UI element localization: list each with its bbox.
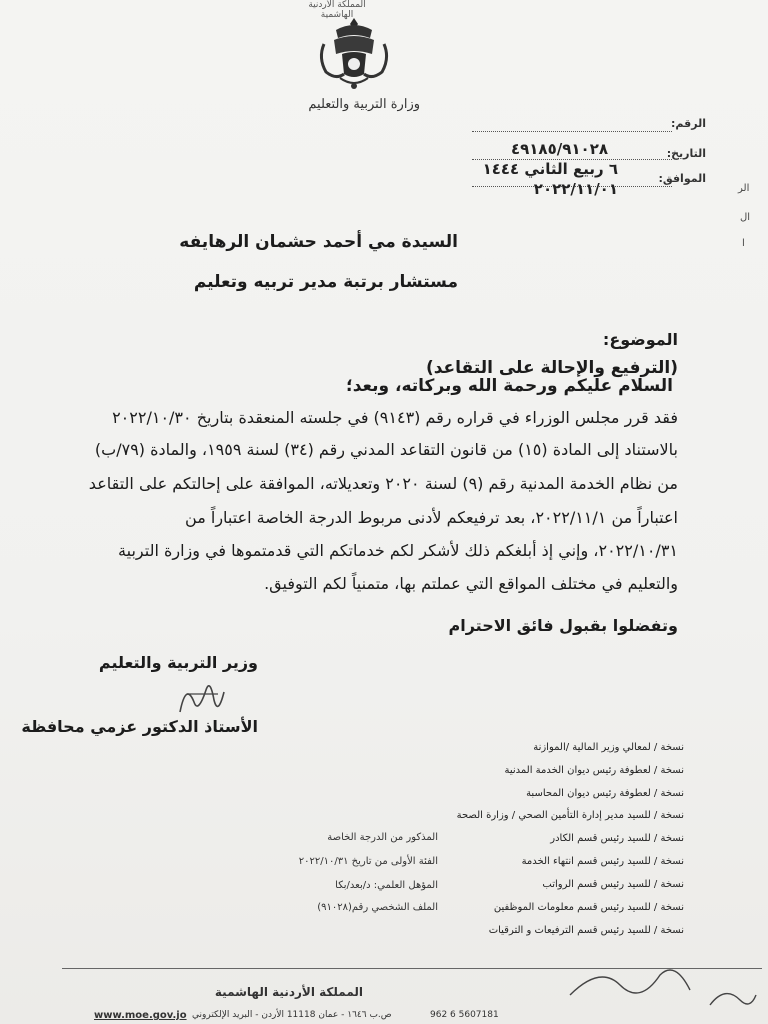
copy-line-1: نسخة / لمعالي وزير المالية /الموازنة — [533, 742, 684, 753]
number-label: الرقم: — [671, 117, 706, 130]
copy-line-7: نسخة / للسيد رئيس قسم الرواتب — [542, 879, 684, 890]
corresponding-date-label: الموافق: — [658, 172, 706, 185]
body-line-1: فقد قرر مجلس الوزراء في قراره رقم (٩١٤٣) في جلسته المنعقدة بتاريخ ٢٠٢٢/١٠/٣٠ — [112, 408, 678, 427]
date-value: ٦ ربيع الثاني ١٤٤٤ — [482, 160, 618, 178]
top-header-text: المملكة الأردنية الهاشمية — [308, 0, 366, 20]
coat-of-arms-emblem — [314, 14, 394, 92]
number-dotted-line — [472, 130, 672, 132]
side-mark-2: ال — [740, 212, 751, 223]
note-line-3: المؤهل العلمي: د/بعد/بكا — [335, 880, 438, 891]
body-line-5: ٢٠٢٢/١٠/٣١، وإني إذ أبلغكم ذلك لأشكر لكم خدماتكم التي قدمتموها في وزارة التربية — [118, 541, 678, 560]
subject-text: (الترفيع والإحالة على التقاعد) — [425, 358, 678, 378]
footer-address: ص.ب ١٦٤٦ - عمان 11118 الأردن - البريد الإلكتروني — [192, 1010, 392, 1020]
body-line-2: بالاستناد إلى المادة (١٥) من قانون التقاعد المدني رقم (٣٤) لسنة ١٩٥٩، والمادة (٧٩/ب) — [94, 440, 678, 459]
side-mark-1: الر — [738, 183, 750, 194]
handwritten-signature — [172, 672, 232, 722]
footer-country: المملكة الأردنية الهاشمية — [214, 985, 363, 999]
margin-handwriting — [560, 955, 760, 1015]
note-line-4: الملف الشخصي رقم(٩١٠٢٨) — [317, 902, 438, 913]
subject-label: الموضوع: — [602, 330, 678, 349]
date-label: التاريخ: — [666, 147, 706, 160]
number-value: ٤٩١٨٥/٩١٠٢٨ — [510, 140, 608, 158]
footer-phone: 962 6 5607181 — [430, 1010, 499, 1020]
closing-line: وتفضلوا بقبول فائق الاحترام — [448, 616, 678, 635]
signatory-title: وزير التربية والتعليم — [98, 653, 258, 672]
addressee-name: السيدة مي أحمد حشمان الرهايفه — [179, 232, 458, 252]
copy-line-6: نسخة / للسيد رئيس قسم انتهاء الخدمة — [521, 856, 684, 867]
side-mark-3: ا — [742, 238, 745, 249]
greeting: السلام عليكم ورحمة الله وبركاته، وبعد؛ — [345, 376, 673, 396]
note-line-2: الفئة الأولى من تاريخ ٢٠٢٢/١٠/٣١ — [298, 856, 438, 867]
ministry-name: وزارة التربية والتعليم — [308, 97, 420, 112]
copy-line-4: نسخة / للسيد مدير إدارة التأمين الصحي / وزارة الصحة — [456, 810, 684, 821]
body-line-4: اعتباراً من ٢٠٢٢/١١/١، بعد ترفيعكم لأدنى مربوط الدرجة الخاصة اعتباراً من — [185, 508, 678, 527]
copy-line-2: نسخة / لعطوفة رئيس ديوان الخدمة المدنية — [504, 765, 684, 776]
copy-line-5: نسخة / للسيد رئيس قسم الكادر — [550, 833, 684, 844]
body-line-3: من نظام الخدمة المدنية رقم (٩) لسنة ٢٠٢٠ وتعديلاته، الموافقة على إحالتكم على التقاعد — [88, 474, 678, 493]
signatory-name: الأستاذ الدكتور عزمي محافظة — [21, 717, 258, 736]
copy-line-8: نسخة / للسيد رئيس قسم معلومات الموظفين — [493, 902, 684, 913]
addressee-title: مستشار برتبة مدير تربيه وتعليم — [193, 272, 458, 292]
body-line-6: والتعليم في مختلف المواقع التي عملتم بها، متمنياً لكم التوفيق. — [264, 574, 678, 593]
copy-line-9: نسخة / للسيد رئيس قسم الترفيعات و الترقيات — [488, 925, 684, 936]
copy-line-3: نسخة / لعطوفة رئيس ديوان المحاسبة — [526, 788, 684, 799]
corresponding-date-value: ٢٠٢٢/١١/٠١ — [533, 180, 618, 198]
footer-website-link[interactable]: www.moe.gov.jo — [94, 1010, 187, 1021]
note-line-1: المذكور من الدرجة الخاصة — [327, 832, 438, 843]
